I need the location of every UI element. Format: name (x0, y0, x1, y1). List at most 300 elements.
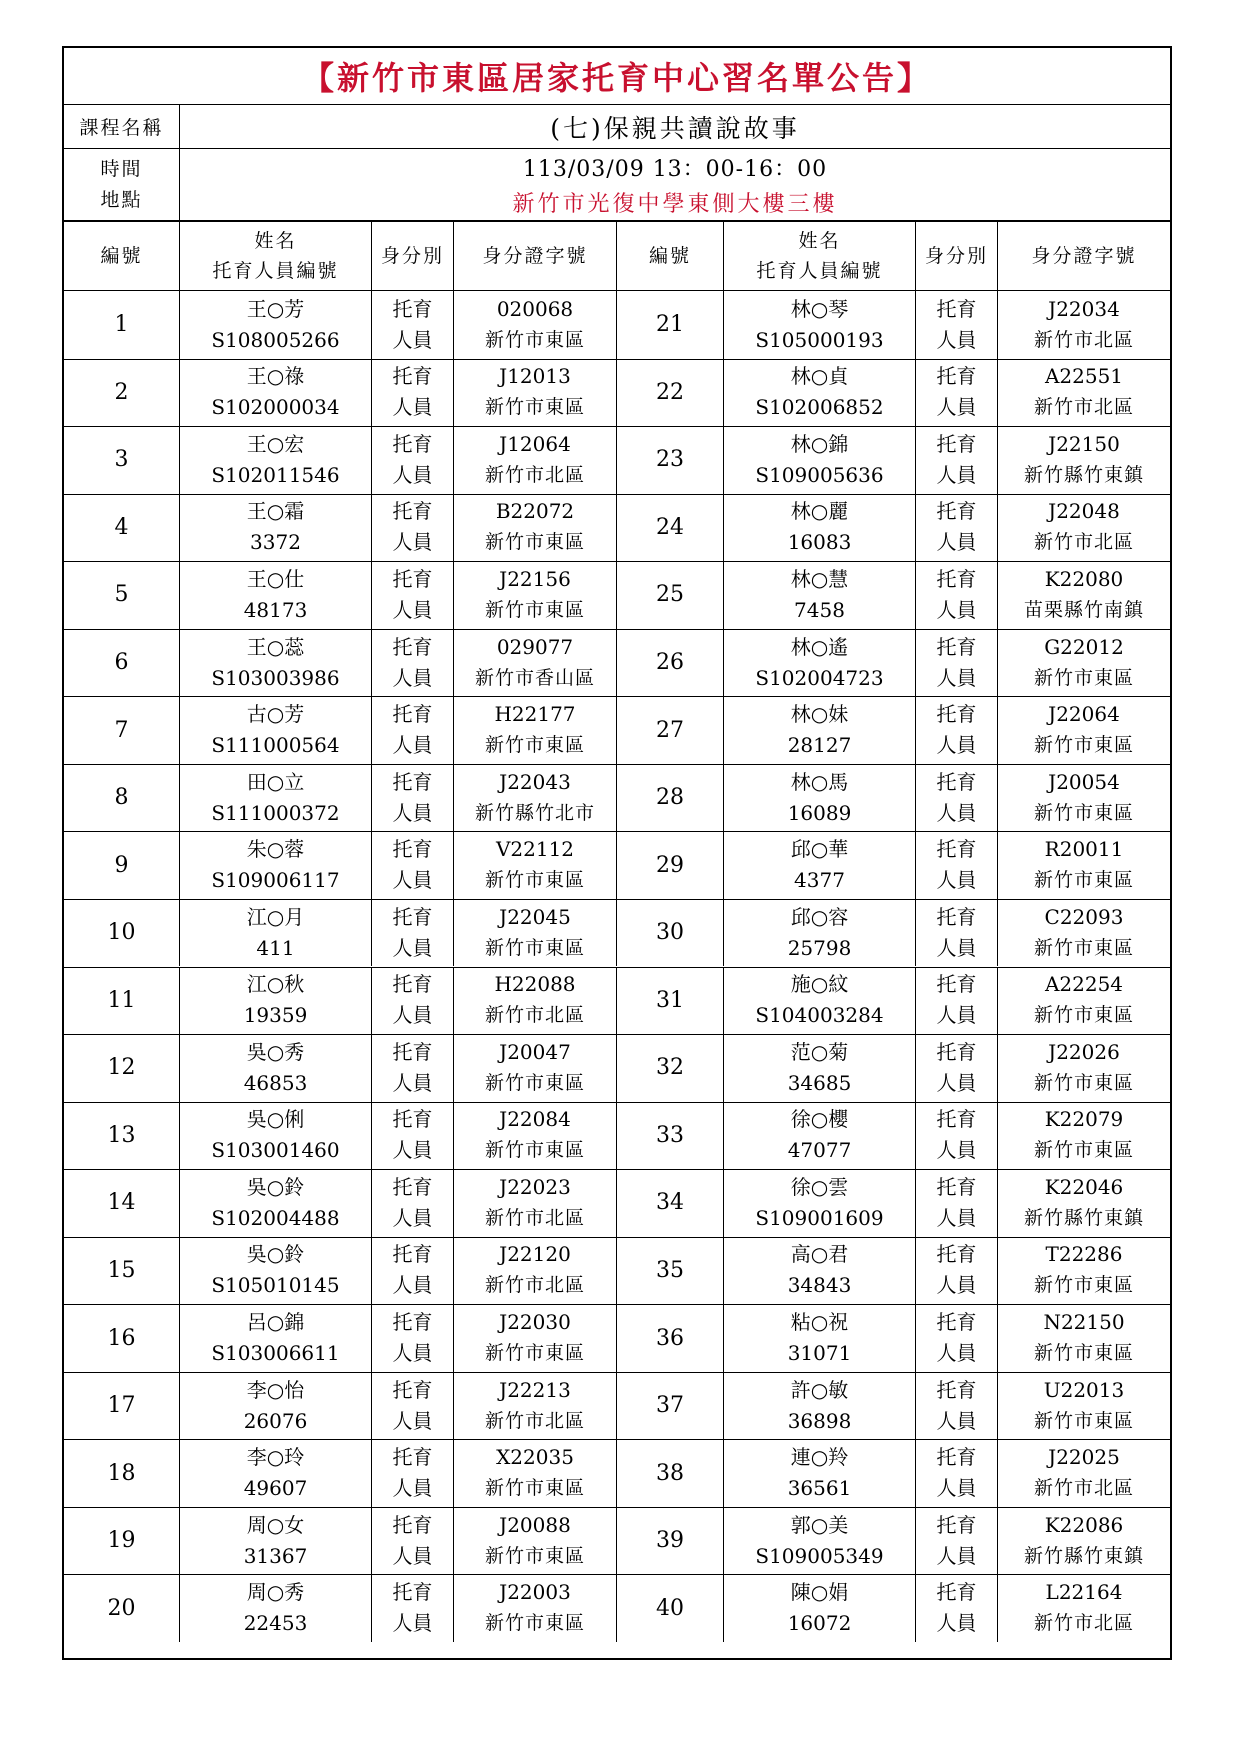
row-number: 22 (616, 359, 723, 427)
cert-number: A22551 (1044, 364, 1124, 389)
row-number: 9 (114, 852, 129, 878)
identity-line2: 人員 (936, 1476, 977, 1501)
row-number: 25 (616, 561, 723, 629)
row-number: 4 (114, 514, 129, 540)
caregiver-code: 46853 (243, 1070, 308, 1095)
caregiver-code: 31071 (787, 1341, 852, 1366)
row-number: 31 (616, 967, 723, 1035)
identity-line1: 托育 (392, 296, 433, 321)
row-number: 8 (114, 785, 129, 811)
caregiver-name: 林○琴 (790, 296, 849, 321)
identity-cell (915, 1439, 997, 1507)
identity-cell (915, 291, 997, 359)
cert-area: 新竹市東區 (1033, 1274, 1134, 1297)
cert-number: K22086 (1044, 1512, 1124, 1537)
identity-line2: 人員 (392, 1070, 433, 1095)
caregiver-name: 林○麗 (790, 499, 849, 524)
cert-cell (997, 1574, 1170, 1642)
header-name-line1: 姓名 (798, 230, 841, 252)
row-number: 19 (107, 1528, 136, 1554)
caregiver-name: 江○秋 (246, 972, 305, 997)
identity-line2: 人員 (936, 530, 977, 555)
identity-cell (915, 764, 997, 832)
caregiver-cell (723, 1439, 915, 1507)
caregiver-code: 16083 (787, 530, 852, 555)
caregiver-name: 王○宏 (246, 431, 305, 456)
caregiver-cell (723, 561, 915, 629)
identity-line1: 托育 (936, 1512, 977, 1537)
identity-line2: 人員 (392, 1138, 433, 1163)
caregiver-code: S104003284 (755, 1003, 884, 1028)
cert-number: G22012 (1044, 634, 1124, 659)
cert-number: T22286 (1045, 1242, 1123, 1267)
cert-area: 新竹縣竹北市 (474, 801, 595, 824)
identity-line1: 托育 (392, 1580, 433, 1605)
cert-area: 新竹市北區 (484, 1274, 585, 1297)
cert-area: 新竹縣竹東鎮 (1023, 1206, 1144, 1229)
caregiver-name: 王○祿 (246, 364, 305, 389)
header-cert: 身分證字號 (997, 222, 1170, 290)
caregiver-name: 吳○鈴 (246, 1242, 305, 1267)
row-number: 33 (616, 1102, 723, 1170)
identity-line1: 托育 (936, 364, 977, 389)
place-label: 地點 (100, 188, 143, 211)
cert-area: 新竹市北區 (484, 1206, 585, 1229)
cert-number: L22164 (1045, 1580, 1123, 1605)
identity-cell (915, 629, 997, 697)
cert-cell (453, 1034, 616, 1102)
caregiver-name: 周○女 (246, 1512, 305, 1537)
cert-area: 新竹市北區 (1033, 396, 1134, 419)
cert-number: K22046 (1044, 1174, 1124, 1199)
identity-cell (371, 967, 453, 1035)
cert-cell (453, 1304, 616, 1372)
cert-cell (997, 696, 1170, 764)
cert-number: X22035 (496, 1445, 574, 1470)
identity-cell (371, 696, 453, 764)
cert-cell (453, 426, 616, 494)
identity-cell (371, 561, 453, 629)
identity-line2: 人員 (392, 1341, 433, 1366)
header-identity: 身分別 (915, 222, 997, 290)
identity-line1: 托育 (936, 1310, 977, 1335)
identity-line1: 托育 (936, 702, 977, 727)
header-cert: 身分證字號 (453, 222, 616, 290)
row-number: 6 (114, 650, 129, 676)
identity-cell (915, 1574, 997, 1642)
identity-cell (915, 967, 997, 1035)
row-number: 32 (616, 1034, 723, 1102)
caregiver-code: S109006117 (211, 868, 340, 893)
cert-number: J22084 (499, 1107, 571, 1132)
cert-area: 新竹市東區 (484, 1544, 585, 1567)
caregiver-name: 粘○祝 (790, 1310, 849, 1335)
cert-cell (997, 1169, 1170, 1237)
caregiver-name: 吳○鈴 (246, 1174, 305, 1199)
row-number: 7 (114, 717, 129, 743)
identity-cell (371, 1169, 453, 1237)
cert-cell (453, 831, 616, 899)
identity-line2: 人員 (392, 1476, 433, 1501)
cert-cell (997, 1102, 1170, 1170)
caregiver-name: 徐○櫻 (790, 1107, 849, 1132)
caregiver-cell (723, 629, 915, 697)
caregiver-name: 朱○蓉 (246, 837, 305, 862)
cert-cell (453, 561, 616, 629)
cert-area: 新竹市東區 (484, 936, 585, 959)
caregiver-name: 林○妹 (790, 702, 849, 727)
cert-number: J22045 (499, 904, 571, 929)
caregiver-code: 34685 (787, 1070, 852, 1095)
caregiver-name: 范○菊 (790, 1039, 849, 1064)
identity-cell (371, 629, 453, 697)
cert-number: J20047 (499, 1039, 571, 1064)
identity-cell (371, 426, 453, 494)
caregiver-name: 吳○俐 (246, 1107, 305, 1132)
identity-line2: 人員 (392, 868, 433, 893)
cert-number: J22025 (1048, 1445, 1120, 1470)
cert-area: 新竹市北區 (1033, 1477, 1134, 1500)
row-number: 23 (616, 426, 723, 494)
caregiver-name: 王○仕 (246, 566, 305, 591)
caregiver-cell (723, 696, 915, 764)
cert-cell (997, 831, 1170, 899)
identity-line2: 人員 (392, 1543, 433, 1568)
cert-cell (997, 494, 1170, 562)
identity-line1: 托育 (392, 1174, 433, 1199)
identity-line1: 托育 (392, 1445, 433, 1470)
caregiver-name: 連○羚 (790, 1445, 849, 1470)
caregiver-code: 4377 (794, 868, 845, 893)
caregiver-cell (723, 494, 915, 562)
caregiver-code: 22453 (243, 1611, 308, 1636)
identity-line2: 人員 (392, 1273, 433, 1298)
identity-cell (371, 291, 453, 359)
cert-area: 新竹市東區 (1033, 734, 1134, 757)
cert-area: 新竹市東區 (1033, 1409, 1134, 1432)
cert-number: N22150 (1043, 1310, 1125, 1335)
row-number: 30 (616, 899, 723, 967)
identity-line2: 人員 (936, 665, 977, 690)
caregiver-cell (179, 1102, 371, 1170)
cert-number: 020068 (496, 296, 574, 321)
cert-number: K22079 (1044, 1107, 1124, 1132)
cert-number: J22026 (1048, 1039, 1120, 1064)
identity-cell (915, 1507, 997, 1575)
identity-line2: 人員 (392, 462, 433, 487)
cert-area: 新竹市東區 (1033, 1004, 1134, 1027)
caregiver-cell (179, 561, 371, 629)
identity-line2: 人員 (936, 1205, 977, 1230)
row-number: 34 (616, 1169, 723, 1237)
caregiver-code: 47077 (787, 1138, 852, 1163)
caregiver-name: 高○君 (790, 1242, 849, 1267)
identity-cell (371, 1574, 453, 1642)
cert-cell (997, 629, 1170, 697)
caregiver-cell (179, 629, 371, 697)
caregiver-name: 邱○容 (790, 904, 849, 929)
caregiver-cell (723, 831, 915, 899)
cert-area: 新竹市東區 (484, 1612, 585, 1635)
caregiver-cell (179, 967, 371, 1035)
caregiver-cell (723, 426, 915, 494)
cert-cell (997, 967, 1170, 1035)
cert-number: J22034 (1048, 296, 1120, 321)
time-place-label (64, 149, 179, 220)
course-name: (七)保親共讀說故事 (179, 105, 1170, 148)
cert-number: J20054 (1048, 769, 1120, 794)
cert-cell (997, 561, 1170, 629)
identity-cell (915, 426, 997, 494)
identity-line2: 人員 (936, 597, 977, 622)
cert-cell (453, 629, 616, 697)
caregiver-code: S102006852 (755, 395, 884, 420)
caregiver-cell (723, 359, 915, 427)
caregiver-name: 呂○錦 (246, 1310, 305, 1335)
identity-line2: 人員 (392, 733, 433, 758)
identity-line2: 人員 (392, 665, 433, 690)
identity-line2: 人員 (936, 1543, 977, 1568)
caregiver-name: 林○錦 (790, 431, 849, 456)
caregiver-code: S111000372 (211, 800, 340, 825)
caregiver-cell (179, 1034, 371, 1102)
row-number: 18 (107, 1460, 136, 1486)
row-number: 39 (616, 1507, 723, 1575)
cert-area: 新竹市北區 (484, 1004, 585, 1027)
row-number: 37 (616, 1372, 723, 1440)
cert-area: 新竹市香山區 (474, 666, 595, 689)
caregiver-name: 王○蕊 (246, 634, 305, 659)
cert-cell (453, 359, 616, 427)
identity-line1: 托育 (392, 837, 433, 862)
cert-number: J22156 (499, 566, 571, 591)
cert-number: H22177 (494, 702, 576, 727)
caregiver-name: 林○慧 (790, 566, 849, 591)
caregiver-code: 49607 (243, 1476, 308, 1501)
caregiver-code: S103001460 (211, 1138, 340, 1163)
time-place-value (179, 149, 1170, 220)
identity-cell (915, 1102, 997, 1170)
identity-line1: 托育 (392, 431, 433, 456)
caregiver-cell (179, 1439, 371, 1507)
caregiver-name: 田○立 (246, 769, 305, 794)
cert-number: A22254 (1044, 972, 1124, 997)
row-number: 27 (616, 696, 723, 764)
cert-cell (997, 426, 1170, 494)
cert-cell (997, 764, 1170, 832)
caregiver-name: 林○馬 (790, 769, 849, 794)
identity-line1: 托育 (392, 1512, 433, 1537)
cert-cell (453, 1237, 616, 1305)
cert-number: J22023 (499, 1174, 571, 1199)
caregiver-code: S105000193 (755, 327, 884, 352)
caregiver-cell (179, 1237, 371, 1305)
identity-line1: 托育 (936, 1445, 977, 1470)
caregiver-cell (179, 1304, 371, 1372)
caregiver-code: 34843 (787, 1273, 852, 1298)
caregiver-cell (179, 359, 371, 427)
row-number: 20 (107, 1595, 136, 1621)
identity-line2: 人員 (392, 1408, 433, 1433)
caregiver-code: S109005349 (755, 1543, 884, 1568)
identity-line1: 托育 (936, 1377, 977, 1402)
identity-cell (371, 899, 453, 967)
cert-area: 新竹市東區 (484, 328, 585, 351)
caregiver-name: 王○霜 (246, 499, 305, 524)
identity-line1: 托育 (936, 431, 977, 456)
cert-area: 新竹市東區 (1033, 936, 1134, 959)
cert-area: 新竹市東區 (484, 1477, 585, 1500)
cert-number: J22120 (499, 1242, 571, 1267)
cert-cell (997, 1034, 1170, 1102)
identity-line1: 托育 (936, 1174, 977, 1199)
header-no: 編號 (100, 245, 143, 267)
identity-line1: 托育 (392, 1377, 433, 1402)
cert-area: 新竹縣竹東鎮 (1023, 1544, 1144, 1567)
identity-line1: 托育 (936, 499, 977, 524)
cert-cell (997, 1304, 1170, 1372)
caregiver-code: 25798 (787, 935, 852, 960)
caregiver-name: 周○秀 (246, 1580, 305, 1605)
caregiver-cell (723, 291, 915, 359)
cert-cell (997, 1507, 1170, 1575)
caregiver-name: 李○怡 (246, 1377, 305, 1402)
cert-number: B22072 (495, 499, 575, 524)
identity-cell (371, 1237, 453, 1305)
caregiver-code: S105010145 (211, 1273, 340, 1298)
page-title: 【新竹市東區居家托育中心習名單公告】 (301, 59, 932, 97)
caregiver-cell (179, 291, 371, 359)
caregiver-code: 28127 (787, 733, 852, 758)
caregiver-code: 48173 (243, 597, 308, 622)
caregiver-cell (723, 1102, 915, 1170)
identity-line2: 人員 (392, 800, 433, 825)
cert-number: J12064 (499, 431, 571, 456)
caregiver-code: S102000034 (211, 395, 340, 420)
cert-area: 新竹市北區 (1033, 328, 1134, 351)
cert-area: 新竹市東區 (484, 1071, 585, 1094)
caregiver-code: 26076 (243, 1408, 308, 1433)
identity-line2: 人員 (936, 1273, 977, 1298)
caregiver-code: 31367 (243, 1543, 308, 1568)
caregiver-name: 邱○華 (790, 837, 849, 862)
cert-cell (453, 764, 616, 832)
identity-cell (915, 696, 997, 764)
cert-cell (453, 1439, 616, 1507)
identity-line1: 托育 (936, 634, 977, 659)
identity-line2: 人員 (392, 1205, 433, 1230)
cert-cell (453, 291, 616, 359)
identity-cell (915, 831, 997, 899)
identity-cell (915, 1237, 997, 1305)
identity-line1: 托育 (392, 364, 433, 389)
identity-line2: 人員 (936, 395, 977, 420)
caregiver-cell (723, 1034, 915, 1102)
identity-cell (371, 1102, 453, 1170)
row-number: 35 (616, 1237, 723, 1305)
caregiver-name: 江○月 (246, 904, 305, 929)
identity-line2: 人員 (936, 800, 977, 825)
cert-area: 新竹市東區 (1033, 1342, 1134, 1365)
event-time: 113/03/09 13：00-16：00 (522, 156, 828, 182)
cert-area: 新竹市東區 (1033, 801, 1134, 824)
cert-cell (453, 1574, 616, 1642)
caregiver-cell (179, 899, 371, 967)
caregiver-code: 16089 (787, 800, 852, 825)
cert-number: J12013 (499, 364, 571, 389)
cert-cell (997, 1439, 1170, 1507)
cert-area: 苗栗縣竹南鎮 (1023, 598, 1144, 621)
identity-line2: 人員 (936, 1341, 977, 1366)
cert-area: 新竹市東區 (1033, 1071, 1134, 1094)
identity-line2: 人員 (392, 1003, 433, 1028)
row-number: 40 (616, 1574, 723, 1642)
identity-cell (915, 1304, 997, 1372)
caregiver-name: 陳○娟 (790, 1580, 849, 1605)
identity-line1: 托育 (392, 769, 433, 794)
course-label: 課程名稱 (79, 117, 164, 139)
cert-area: 新竹市北區 (1033, 531, 1134, 554)
identity-line2: 人員 (936, 1138, 977, 1163)
caregiver-cell (723, 967, 915, 1035)
row-number: 12 (107, 1055, 136, 1081)
cert-number: U22013 (1043, 1377, 1125, 1402)
cert-cell (453, 967, 616, 1035)
identity-line2: 人員 (936, 327, 977, 352)
row-number: 21 (616, 291, 723, 359)
header-name (723, 222, 915, 290)
identity-cell (371, 1507, 453, 1575)
caregiver-name: 林○貞 (790, 364, 849, 389)
cert-number: J22030 (499, 1310, 571, 1335)
row-number: 3 (114, 447, 129, 473)
row-number: 26 (616, 629, 723, 697)
caregiver-cell (723, 1574, 915, 1642)
header-name-line1: 姓名 (254, 230, 297, 252)
row-number: 13 (107, 1122, 136, 1148)
identity-cell (915, 359, 997, 427)
caregiver-cell (179, 764, 371, 832)
cert-cell (453, 494, 616, 562)
caregiver-name: 李○玲 (246, 1445, 305, 1470)
caregiver-code: S102004723 (755, 665, 884, 690)
identity-line2: 人員 (936, 935, 977, 960)
row-number: 14 (107, 1190, 136, 1216)
identity-line2: 人員 (392, 935, 433, 960)
identity-line1: 托育 (936, 837, 977, 862)
identity-line1: 托育 (936, 1039, 977, 1064)
caregiver-cell (179, 494, 371, 562)
caregiver-name: 王○芳 (246, 296, 305, 321)
caregiver-code: S111000564 (211, 733, 340, 758)
identity-cell (371, 359, 453, 427)
row-number: 16 (107, 1325, 136, 1351)
caregiver-code: S108005266 (211, 327, 340, 352)
cert-area: 新竹市北區 (484, 463, 585, 486)
cert-cell (453, 899, 616, 967)
caregiver-cell (179, 1574, 371, 1642)
cert-cell (997, 291, 1170, 359)
cert-number: J20088 (499, 1512, 571, 1537)
header-name-line2: 托育人員編號 (756, 260, 883, 282)
identity-line1: 托育 (936, 1580, 977, 1605)
cert-cell (453, 1102, 616, 1170)
caregiver-code: S109005636 (755, 462, 884, 487)
identity-line1: 托育 (936, 296, 977, 321)
caregiver-name: 施○紋 (790, 972, 849, 997)
identity-cell (371, 494, 453, 562)
time-label: 時間 (100, 157, 143, 180)
